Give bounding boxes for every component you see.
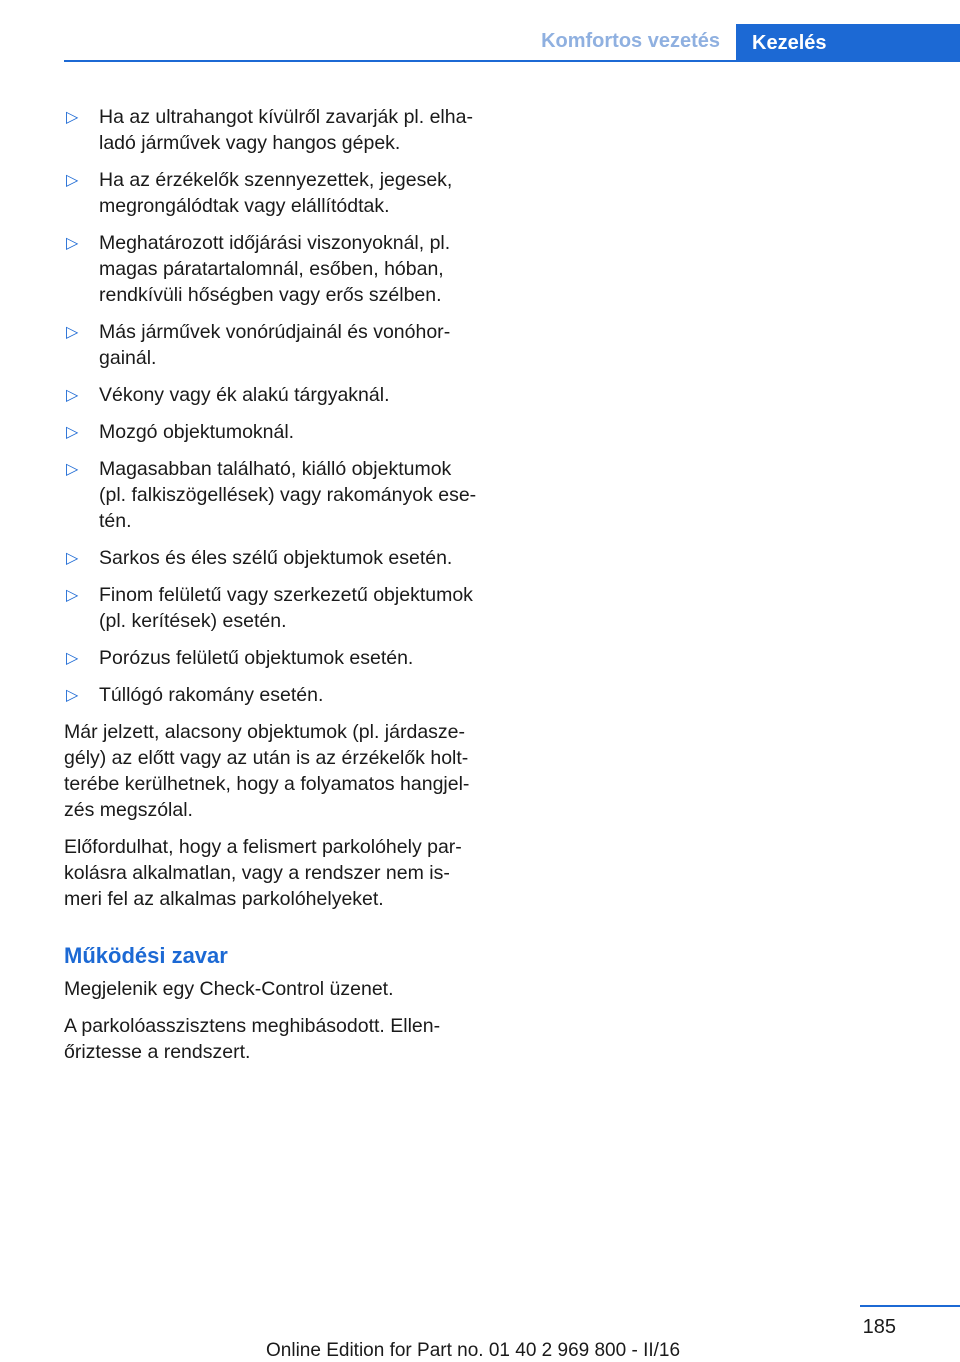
triangle-bullet-icon: ▷ [66, 109, 79, 126]
list-item [64, 582, 480, 634]
list-item-text: Ha az érzékelők szennyezettek, jegesek, megrongálódtak vagy elállítódtak. [99, 169, 453, 217]
list-item-text: Ha az ultrahangot kívülről zavarják pl. elhaladó járművek vagy hangos gépek. [99, 106, 473, 154]
page-number: 185 [862, 1316, 896, 1338]
main-content [64, 104, 480, 1076]
list-item-text: Vékony vagy ék alakú tárgyaknál. [99, 384, 390, 406]
list-item-text: Meghatározott időjárási viszonyoknál, pl. magas páratartalomnál, esőben, hóban, rendkívüli hőségben vagy erős szélben. [99, 232, 451, 306]
list-item [64, 545, 480, 571]
list-item-text: Magasabban található, kiálló objektumok (pl. falkiszögellések) vagy rakományok esetén. [99, 458, 477, 532]
body-paragraph: Már jelzett, alacsony objektumok (pl. járdaszegély) az előtt vagy az után is az érzékelők holtterébe kerülhetnek, hogy a folyamatos hangjelzés megszólal. [64, 721, 470, 821]
section-paragraph: Megjelenik egy Check-Control üzenet. [64, 978, 394, 1000]
section-paragraph: A parkolóasszisztens meghibásodott. Ellenőriztesse a rendszert. [64, 1015, 441, 1063]
list-item [64, 456, 480, 534]
triangle-bullet-icon: ▷ [66, 650, 79, 667]
list-item-text: Sarkos és éles szélű objektumok esetén. [99, 547, 453, 569]
triangle-bullet-icon: ▷ [66, 587, 79, 604]
list-item-text: Finom felületű vagy szerkezetű objektumok (pl. kerítések) esetén. [99, 584, 473, 632]
list-item [64, 682, 480, 708]
section-heading: Működési zavar [64, 943, 228, 968]
page-header [0, 24, 960, 62]
list-item [64, 104, 480, 156]
list-item-text: Porózus felületű objektumok esetén. [99, 647, 414, 669]
list-item-text: Más járművek vonórúdjainál és vonóhorgainál. [99, 321, 451, 369]
header-section-title: Komfortos vezetés [541, 30, 720, 52]
triangle-bullet-icon: ▷ [66, 235, 79, 252]
triangle-bullet-icon: ▷ [66, 687, 79, 704]
list-item [64, 645, 480, 671]
limitations-list [64, 104, 480, 708]
header-chapter-tab: Kezelés [736, 24, 960, 62]
footer-rule [860, 1305, 960, 1307]
list-item [64, 230, 480, 308]
edition-footer: Online Edition for Part no. 01 40 2 969 800 - II/16 [266, 1340, 681, 1361]
body-paragraph: Előfordulhat, hogy a felismert parkolóhely parkolásra alkalmatlan, vagy a rendszer nem ismeri fel az alkalmas parkolóhelyeket. [64, 836, 462, 910]
header-rule [64, 60, 960, 62]
list-item [64, 419, 480, 445]
list-item-text: Mozgó objektumoknál. [99, 421, 295, 443]
triangle-bullet-icon: ▷ [66, 424, 79, 441]
list-item [64, 382, 480, 408]
triangle-bullet-icon: ▷ [66, 550, 79, 567]
list-item-text: Túllógó rakomány esetén. [99, 684, 324, 706]
triangle-bullet-icon: ▷ [66, 387, 79, 404]
triangle-bullet-icon: ▷ [66, 324, 79, 341]
list-item [64, 319, 480, 371]
triangle-bullet-icon: ▷ [66, 461, 79, 478]
list-item [64, 167, 480, 219]
triangle-bullet-icon: ▷ [66, 172, 79, 189]
